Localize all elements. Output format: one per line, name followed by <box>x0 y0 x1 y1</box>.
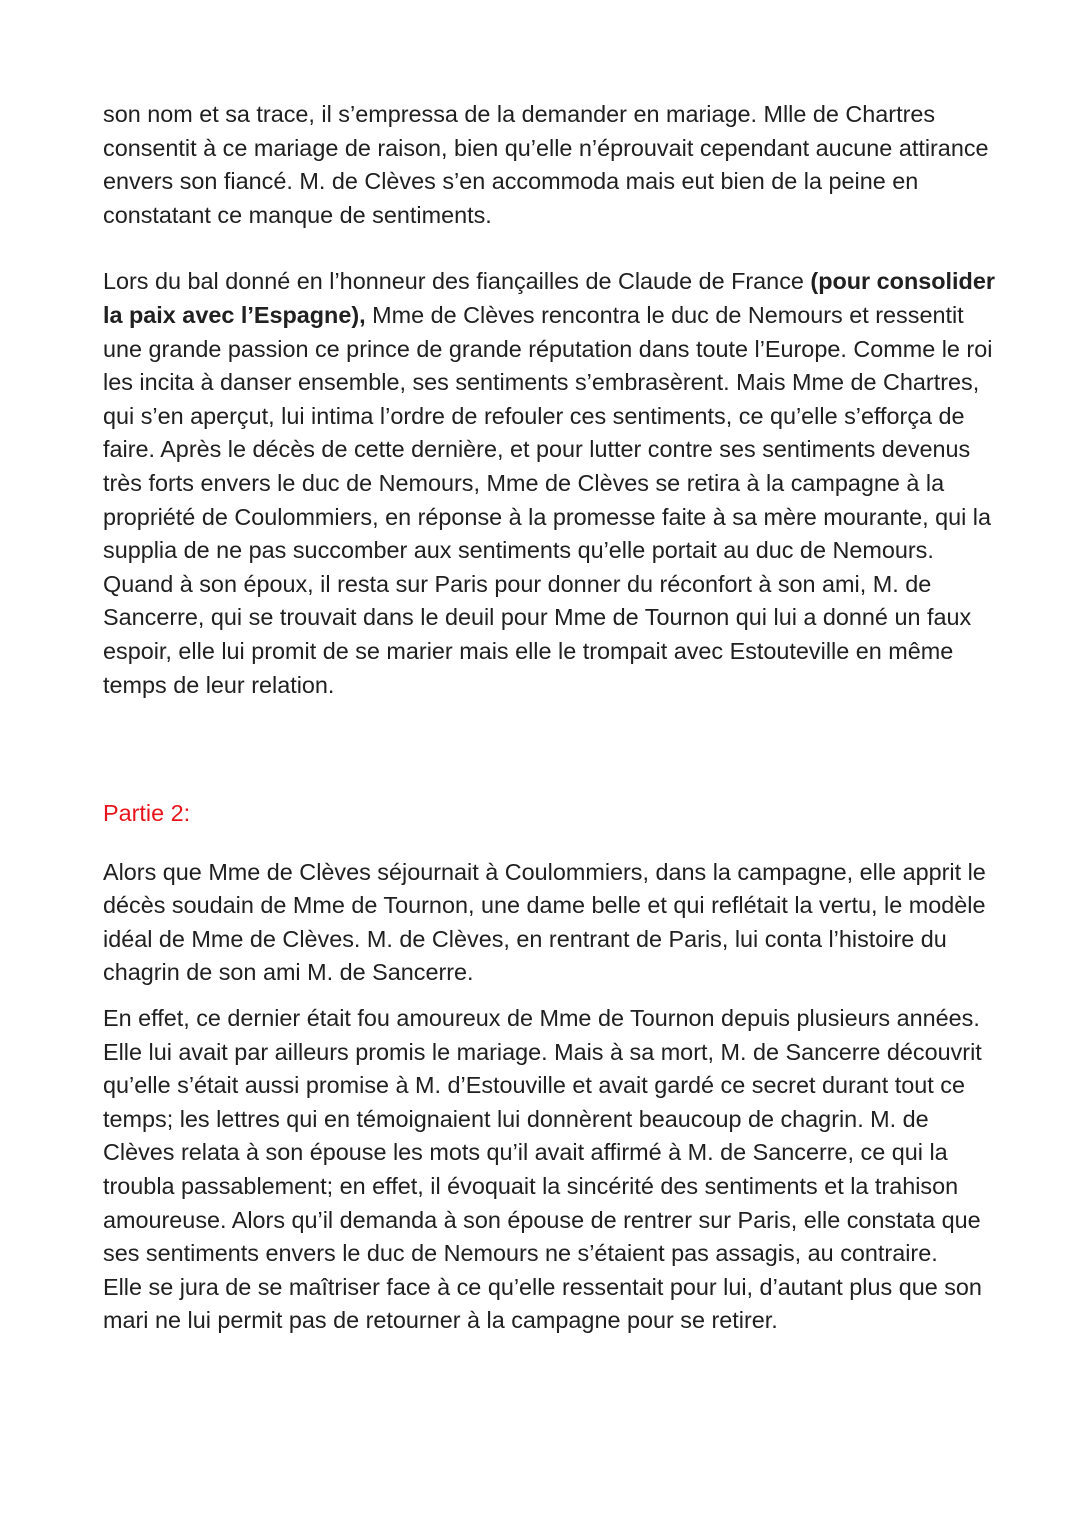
paragraph-4: En effet, ce dernier était fou amoureux de Mme de Tournon depuis plusieurs années. Elle lui avait par ailleurs promis le mariage. Mais à sa mort, M. de Sancerre découvrit qu’elle s’était aussi promise à M. d’Estouville et avait gardé ce secret durant tout ce temps; les lettres qui en témoignaient lui donnèrent beaucoup de chagrin. M. de Clèves relata à son épouse les mots qu’il avait affirmé à M. de Sancerre, ce qui la troubla passablement; en effet, il évoquait la sincérité des sentiments et la trahison amoureuse. Alors qu’il demanda à son épouse de rentrer sur Paris, elle constata que ses sentiments envers le duc de Nemours ne s’étaient pas assagis, au contraire. <box>103 1005 982 1267</box>
paragraph-5: Elle se jura de se maîtriser face à ce qu’elle ressentait pour lui, d’autant plus que son mari ne lui permit pas de retourner à la campagne pour se retirer. <box>103 1273 982 1334</box>
paragraph-1: son nom et sa trace, il s’empressa de la demander en mariage. Mlle de Chartres consentit à ce mariage de raison, bien qu’elle n’éprouvait cependant aucune attirance envers son fiancé. M. de Clèves s’en accommoda mais eut bien de la peine en constatant ce manque de sentiments. <box>103 101 989 228</box>
paragraph-3: Alors que Mme de Clèves séjournait à Coulommiers, dans la campagne, elle apprit le décès soudain de Mme de Tournon, une dame belle et qui reflétait la vertu, le modèle idéal de Mme de Clèves. M. de Clèves, en rentrant de Paris, lui conta l’histoire du chagrin de son ami M. de Sancerre. <box>103 858 986 986</box>
document-page <box>103 98 998 1338</box>
section-heading: Partie 2: <box>103 800 191 827</box>
paragraph-2-start: Lors du bal donné en l’honneur des fiançailles de Claude de France <box>103 268 811 295</box>
paragraph-2 <box>103 265 998 702</box>
paragraph-2-bold-note: (pour consolider la paix avec l’Espagne), <box>103 268 995 328</box>
paragraph-2-rest: Mme de Clèves rencontra le duc de Nemours et ressentit une grande passion ce prince de grande réputation dans toute l’Europe. Comme le roi les incita à danser ensemble, ses sentiments s’embrasèrent. Mais Mme de Chartres, qui s’en aperçut, lui intima l’ordre de refouler ces sentiments, ce qu’elle s’efforça de faire. Après le décès de cette dernière, et pour lutter contre ses sentiments devenus très forts envers le duc de Nemours, Mme de Clèves se retira à la campagne à la propriété de Coulommiers, en réponse à la promesse faite à sa mère mourante, qui la supplia de ne pas succomber aux sentiments qu’elle portait au duc de Nemours. Quand à son époux, il resta sur Paris pour donner du réconfort à son ami, M. de Sancerre, qui se trouvait dans le deuil pour Mme de Tournon qui lui a donné un faux espoir, elle lui promit de se marier mais elle le trompait avec Estouteville en même temps de leur relation. <box>103 301 993 698</box>
